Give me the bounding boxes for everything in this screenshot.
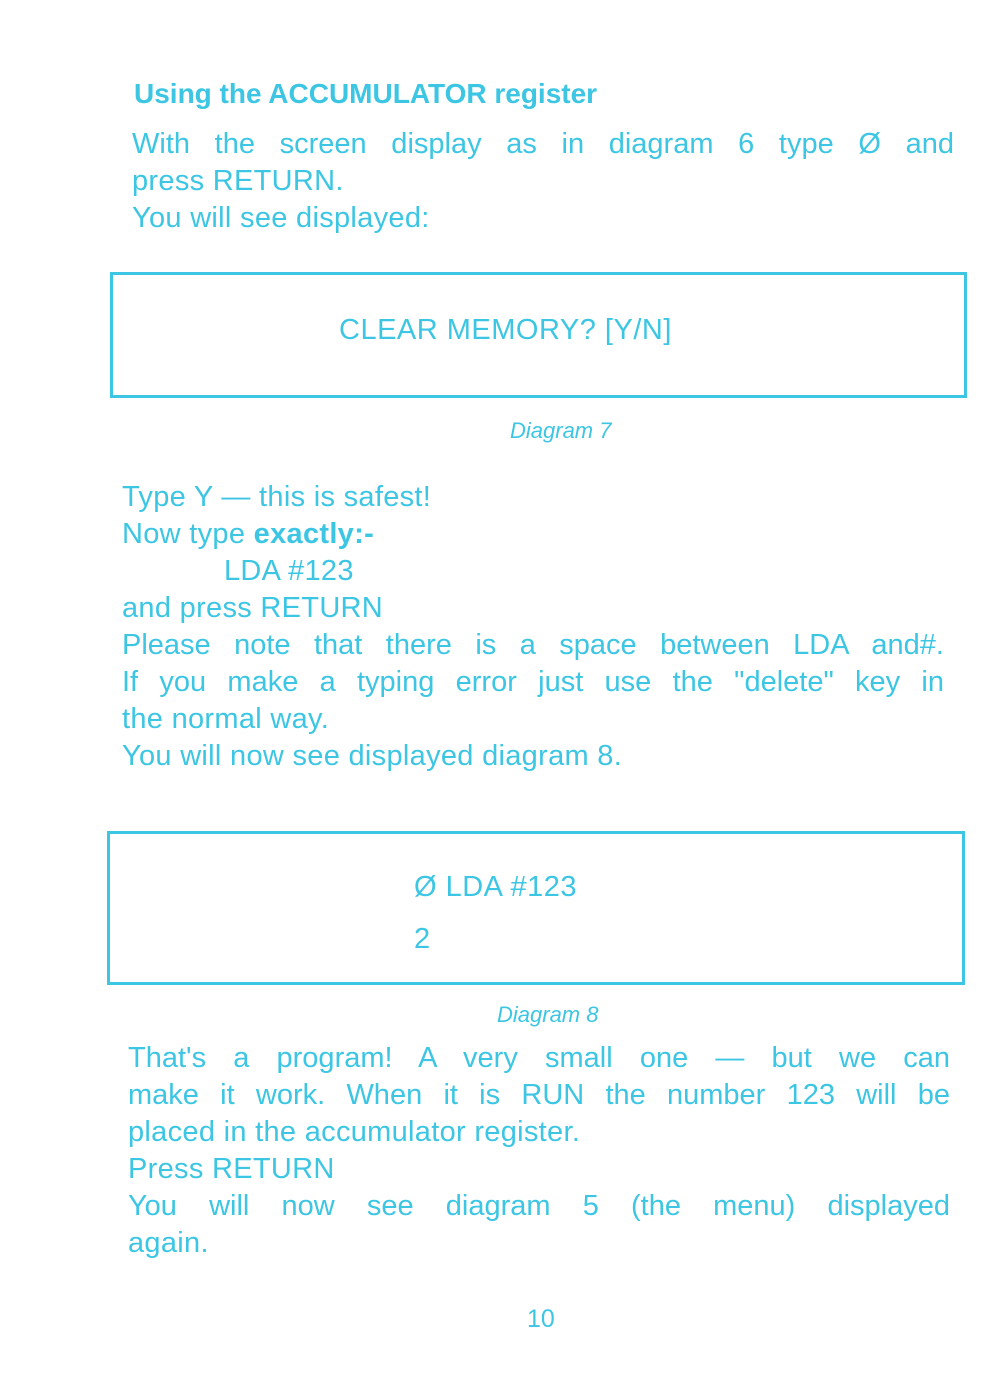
intro-paragraph (132, 126, 954, 237)
diagram-7-caption: Diagram 7 (510, 418, 612, 443)
diagram-8-screen (107, 831, 965, 985)
closing-line-6: again. (128, 1227, 209, 1259)
intro-line-2: press RETURN. (132, 165, 344, 197)
section-heading: Using the ACCUMULATOR register (134, 78, 598, 109)
code-line: LDA #123 (224, 555, 354, 587)
closing-line-1: That's a program! A very small one — but we can (128, 1042, 950, 1074)
diagram-8-screen-line-2: 2 (414, 923, 431, 955)
instructions-paragraph (122, 479, 944, 775)
instruction-line-6: If you make a typing error just use the "delete" key in (122, 666, 944, 698)
closing-line-5: You will now see diagram 5 (the menu) displayed (128, 1190, 950, 1222)
diagram-7-screen-text: CLEAR MEMORY? [Y/N] (339, 314, 672, 346)
instruction-emphasis: exactly:- (253, 518, 375, 550)
intro-line-1: With the screen display as in diagram 6 type Ø and (132, 128, 954, 160)
instruction-line-5: Please note that there is a space between LDA and#. (122, 629, 944, 661)
diagram-8-caption: Diagram 8 (497, 1002, 599, 1027)
closing-line-4: Press RETURN (128, 1153, 335, 1185)
instruction-line-2 (122, 516, 944, 553)
instruction-line-1: Type Y — this is safest! (122, 481, 432, 513)
closing-paragraph (128, 1040, 950, 1262)
instruction-line-2-prefix: Now type (122, 518, 254, 550)
instruction-line-8: You will now see displayed diagram 8. (122, 740, 623, 772)
diagram-8-screen-line-1: Ø LDA #123 (414, 871, 577, 903)
instruction-line-7: the normal way. (122, 703, 330, 735)
diagram-7-screen (110, 272, 967, 398)
instruction-line-4: and press RETURN (122, 592, 384, 624)
page-number: 10 (527, 1305, 555, 1333)
closing-line-2: make it work. When it is RUN the number 123 will be (128, 1079, 950, 1111)
closing-line-3: placed in the accumulator register. (128, 1116, 581, 1148)
intro-line-3: You will see displayed: (132, 202, 430, 234)
